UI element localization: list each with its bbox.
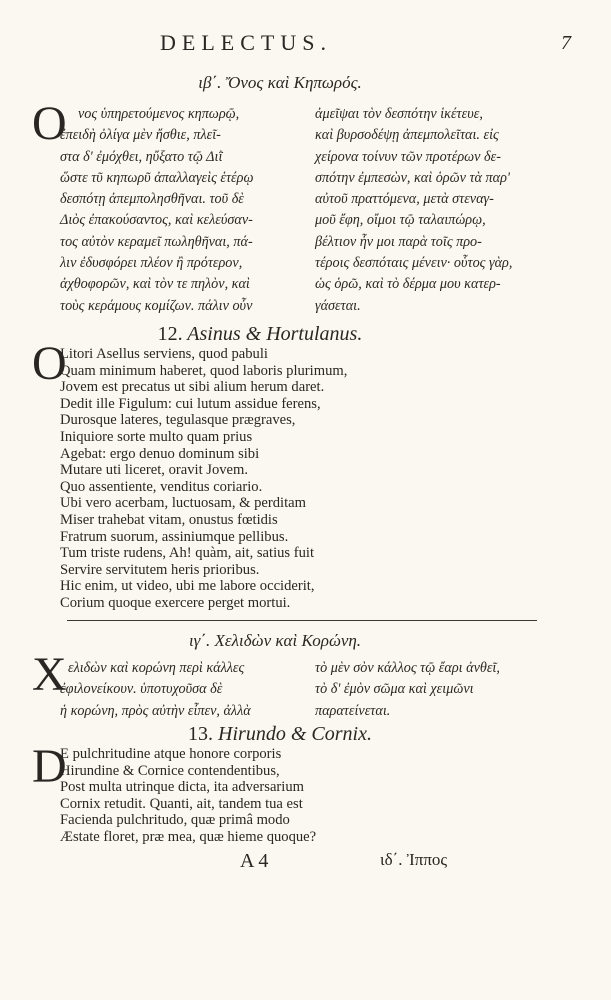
greek-text-line: ὥστε τῦ κηπωρῦ ἀπαλλαγεὶς ἑτέρῳ bbox=[60, 169, 254, 186]
verse-line: Hic enim, ut video, ubi me labore occiderit, bbox=[60, 578, 315, 595]
latin-fable-13-title-text: Hirundo & Cornix. bbox=[218, 723, 372, 745]
running-title: DELECTUS. bbox=[160, 30, 332, 55]
verse-line: Quo assentiente, venditus coriario. bbox=[60, 478, 263, 495]
greek-text-line: ὡς ὁρῶ, καὶ τὸ δέρμα μου κατερ- bbox=[315, 276, 501, 293]
latin-fable-12-title bbox=[110, 323, 410, 346]
latin-fable-12-number: 12. bbox=[157, 323, 183, 345]
greek-fable-13-heading: ιγ΄. Χελιδὼν καὶ Κορώνη. bbox=[188, 631, 362, 650]
verse-line: Agebat: ergo denuo dominum sibi bbox=[60, 445, 260, 462]
greek-text-line: λιν ἐδυσφόρει πλέον ἢ πρότερον, bbox=[60, 255, 243, 272]
latin-fable-12-title-text: Asinus & Hortulanus. bbox=[187, 323, 363, 345]
greek-text-line: βέλτιον ἦν μοι παρὰ τοῖς προ- bbox=[315, 233, 482, 250]
latin-fable-13-drop-initial: D bbox=[32, 740, 67, 793]
greek-text-line: στα δ' ἐμόχθει, ηὔξατο τῷ Διῒ bbox=[60, 148, 223, 165]
verse-line: Facienda pulchritudo, quæ primâ modo bbox=[60, 812, 290, 829]
greek-text-line: ἐφιλονείκουν. ὑποτυχοῦσα δὲ bbox=[60, 681, 223, 698]
greek-text-line: δεσπότῃ ἀπεμπολησθῆναι. τοῦ δὲ bbox=[60, 191, 244, 208]
greek-text-line: τέροις δεσπόταις μένειν· οὗτος γὰρ, bbox=[315, 255, 513, 272]
greek-fable-12-right-column bbox=[315, 104, 512, 317]
greek-fable-13-right-column bbox=[315, 658, 500, 722]
verse-line: Cornix retudit. Quanti, ait, tandem tua est bbox=[60, 795, 303, 812]
greek-text-line: καὶ βυρσοδέψῃ ἀπεμπολεῖται. εἰς bbox=[315, 127, 499, 144]
greek-fable-13-left-column bbox=[60, 658, 251, 722]
latin-fable-13-verse bbox=[60, 746, 316, 846]
greek-text-line: Διὸς ἐπακούσαντος, καὶ κελεύσαν- bbox=[60, 212, 253, 229]
verse-line: Durosque lateres, tegulasque prægraves, bbox=[60, 412, 296, 429]
greek-text-line: τοὺς κεράμους κομίζων. πάλιν οὖν bbox=[60, 297, 253, 314]
verse-line: Litori Asellus serviens, quod pabuli bbox=[60, 346, 268, 362]
signature-mark: A 4 bbox=[240, 850, 269, 872]
verse-line: Fratrum suorum, assiniumque pellibus. bbox=[60, 528, 289, 545]
verse-line: Corium quoque exercere perget mortui. bbox=[60, 594, 291, 611]
greek-text-line: μοῦ ἔφη, οἴμοι τῷ ταλαιπώρῳ, bbox=[315, 212, 486, 229]
section-rule bbox=[67, 620, 537, 621]
page-number: 7 bbox=[561, 32, 571, 54]
latin-fable-12-drop-initial: O bbox=[32, 337, 67, 390]
latin-fable-13-title bbox=[140, 723, 420, 746]
greek-text-line: παρατείνεται. bbox=[315, 702, 391, 719]
verse-line: Jovem est precatus ut sibi alium herum daret. bbox=[60, 379, 325, 396]
verse-line: Hirundine & Cornice contendentibus, bbox=[60, 762, 280, 779]
greek-text-line: σπότην ἐμπεσὼν, καὶ ὁρῶν τὰ παρ' bbox=[315, 169, 510, 186]
verse-line: Iniquiore sorte multo quam prius bbox=[60, 428, 253, 445]
greek-text-line: αὐτοῦ πραττόμενα, μετὰ στεναγ- bbox=[315, 191, 494, 208]
greek-text-line: τὸ δ' ἐμὸν σῶμα καὶ χειμῶνι bbox=[315, 681, 474, 698]
running-head bbox=[0, 30, 611, 60]
greek-fable-12-drop-initial: Ο bbox=[32, 97, 67, 150]
latin-fable-13-number: 13. bbox=[188, 723, 214, 745]
greek-text-line: τὸ μὲν σὸν κάλλος τῷ ἔαρι ἀνθεῖ, bbox=[315, 660, 500, 676]
verse-line: Æstate floret, præ mea, quæ hieme quoque? bbox=[60, 828, 317, 845]
greek-text-line: γάσεται. bbox=[315, 297, 361, 314]
catchword: ιδ΄. Ἰππος bbox=[380, 850, 448, 869]
greek-text-line: τος αὐτὸν κεραμεῖ πωληθῆναι, πά- bbox=[60, 233, 253, 250]
verse-line: Ubi vero acerbam, luctuosam, & perditam bbox=[60, 495, 306, 512]
greek-fable-12-heading: ιβ΄. Ὄνος καὶ Κηπωρός. bbox=[198, 73, 362, 92]
verse-line: Tum triste rudens, Ah! quàm, ait, satius fuit bbox=[60, 545, 315, 562]
verse-line: Quam minimum haberet, quod laboris plurimum, bbox=[60, 362, 348, 379]
greek-text-line: χείρονα τοίνυν τῶν προτέρων δε- bbox=[315, 148, 501, 165]
verse-line: Mutare uti liceret, oravit Jovem. bbox=[60, 462, 249, 479]
greek-text-line: νος ὑπηρετούμενος κηπωρῷ, bbox=[78, 106, 240, 122]
greek-fable-12-left-column bbox=[60, 104, 253, 317]
verse-line: Dedit ille Figulum: cui lutum assidue ferens, bbox=[60, 395, 321, 412]
greek-text-line: ἀχθοφορῶν, καὶ τὸν τε πηλὸν, καὶ bbox=[60, 276, 250, 293]
verse-line: Post multa utrinque dicta, ita adversarium bbox=[60, 779, 304, 796]
greek-fable-13-drop-initial: Χ bbox=[32, 648, 67, 701]
greek-text-line: ἐπειδὴ ὀλίγα μὲν ἤσθιε, πλεῖ- bbox=[60, 127, 221, 144]
greek-text-line: ἀμεῖψαι τὸν δεσπότην ἱκέτευε, bbox=[315, 106, 483, 122]
latin-fable-12-verse bbox=[60, 346, 347, 612]
verse-line: E pulchritudine atque honore corporis bbox=[60, 746, 282, 762]
verse-line: Servire servitutem heris prioribus. bbox=[60, 561, 260, 578]
verse-line: Miser trahebat vitam, onustus fœtidis bbox=[60, 511, 278, 528]
greek-text-line: ἡ κορώνη, πρὸς αὐτὴν εἶπεν, ἀλλὰ bbox=[60, 702, 251, 719]
greek-text-line: ελιδὼν καὶ κορώνη περὶ κάλλες bbox=[68, 660, 245, 676]
